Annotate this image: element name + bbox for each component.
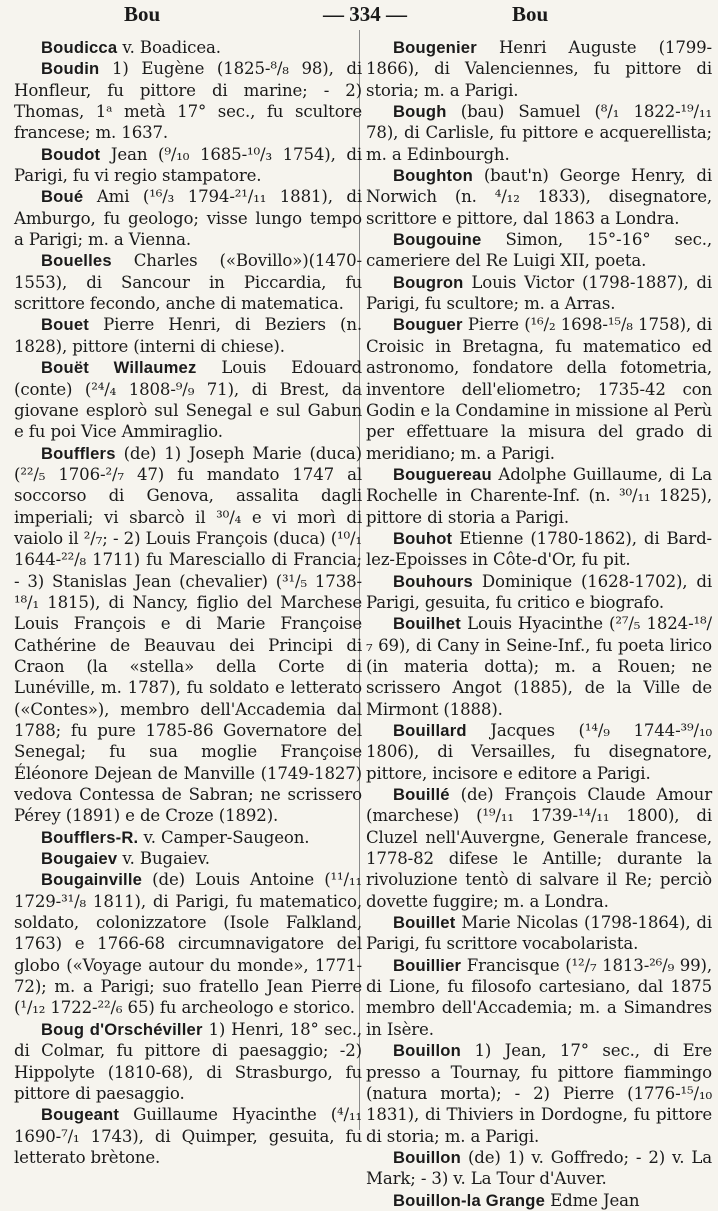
entry [366,528,712,571]
entry [366,229,712,272]
entry-text: (de) 1) Joseph Marie (duca) (²²/₅ 1706-²/₇ 47) fu mandato 1747 al soccorso di Genova, assalita dagli imperiali; vi sbarcò il ³⁰/₄ e vi morì di vaiolo il ²/₇; - 2) Louis François (duca) (¹⁰/₁ 1644-²²/₈ 1711) fu Maresciallo di Francia; - 3) Stanislas Jean (chevalier) (³¹/₅ 1738-¹⁸/₁ 1815), di Nancy, figlio del Marchese Louis François e di Marie Françoise Cathérine de Beauvau dei Principi di Craon (la «stella» della Corte di Lunéville, m. 1787), fu soldato e letterato («Contes»), membro dell'Accademia dal 1788; fu pure 1785-86 Governatore del Senegal; fu sua moglie Françoise Éléonore Dejean de Manville (1749-1827) vedova Contessa de Sabran; ne scrissero Pérey (1891) e de Croze (1892). [14,443,362,826]
entry-text: Henri Auguste (1799-1866), di Valenciennes, fu pittore di storia; m. a Parigi. [366,38,712,100]
headword: Bouillet [393,913,456,933]
entry [14,250,362,314]
entry-text: Louis Victor (1798-1887), di Parigi, fu scultore; m. a Arras. [366,272,712,314]
headword: Bouillier [393,955,462,975]
right-column [366,37,712,1211]
page-number: — 334 — [323,2,407,26]
entry-text: v. Boadicea. [117,38,221,57]
entry [366,272,712,315]
headword: Bouillé [393,785,450,805]
entry [366,571,712,614]
entry [14,58,362,143]
headword: Boug d'Orschéviller [41,1019,203,1039]
headword: Bouillon [393,1041,461,1061]
entry [366,1190,712,1211]
entry-text: Guillaume Hyacinthe (⁴/₁₁ 1690-⁷/₁ 1743), di Quimper, gesuita, fu letterato brètone. [14,1105,362,1167]
headword: Bouhot [393,528,453,548]
entry [14,37,362,58]
entry-text: Charles («Bovillo»)(1470-1553), di Sancour in Piccardia, fu scrittore fecondo, anche di matematica. [14,251,362,314]
headword: Boudin [41,59,100,79]
entry [14,869,362,1018]
headword: Boué [41,187,84,207]
entry-text: Pierre (¹⁶/₂ 1698-¹⁵/₈ 1758), di Croisic in Bretagna, fu matematico ed astronomo, fondatore della fotometria, inventore dell'eliometro; 1735-42 con Godin e la Condamine in missione al Perù per effettuare la misura del grado di meridiano; m. a Parigi. [366,315,712,463]
entry-text: (de) Louis Antoine (¹¹/₁₁ 1729-³¹/₈ 1811), di Parigi, fu matematico, soldato, colonizzatore (Isole Falkland, 1763) e 1766-68 circumnavigatore del globo («Voyage autour du monde», 1771-72); m. a Parigi; suo fratello Jean Pierre (¹/₁₂ 1722-²²/₆ 65) fu archeologo e storico. [14,870,362,1018]
entry [366,101,712,165]
headword: Bouguereau [393,464,492,484]
headword: Bouillon-la Grange [393,1190,546,1210]
entry-text: Etienne (1780-1862), di Bard-lez-Epoisses in Côte-d'Or, fu pit. [366,528,712,570]
entry-text: Jean (⁹/₁₀ 1685-¹⁰/₃ 1754), di Parigi, fu vi regio stampatore. [14,144,362,186]
entry-text: Edme Jean [545,1190,640,1210]
headword: Bouhours [393,571,473,591]
headword: Bougaiev [41,849,118,869]
entry-text: Ami (¹⁶/₃ 1794-²¹/₁₁ 1881), di Amburgo, fu geologo; visse lungo tempo a Parigi; m. a Vienna. [14,187,362,250]
entry [366,1040,712,1147]
entry [14,443,362,827]
entry-text: Marie Nicolas (1798-1864), di Parigi, fu scrittore vocabolarista. [366,913,712,954]
headword: Bougron [393,272,464,292]
entry [14,1019,362,1104]
entry [14,144,362,187]
entry [366,955,712,1040]
headword: Bouët Willaumez [41,358,197,378]
headword: Boughton [393,166,473,186]
headword: Bough [393,102,447,122]
entry-text: (de) François Claude Amour (marchese) (¹⁹/₁₁ 1739-¹⁴/₁₁ 1800), di Cluzel nell'Auvergne, Generale francese, 1778-82 difese le Antille; durante la rivoluzione tentò di salvare il Re; perciò dovette fuggire; m. a Londra. [366,785,712,911]
entry [366,912,712,955]
entry-text: Francisque (¹²/₇ 1813-²⁶/₉ 99), di Lione, fu filosofo cartesiano, dal 1875 membro dell'Accademia; m. a Simandres in Isère. [366,955,712,1039]
entry-text: Louis Hyacinthe (²⁷/₅ 1824-¹⁸/₇ 69), di Cany in Seine-Inf., fu poeta lirico (in materia dotta); m. a Rouen; ne scrissero Angot (1885), de la Ville de Mirmont (1888). [366,614,712,719]
headword: Bouillon [393,1147,461,1167]
headword: Boudot [41,144,101,164]
headword: Boudicca [41,38,118,57]
entry-text: 1) Henri, 18° sec., di Colmar, fu pittore di paesaggio; -2) Hippolyte (1810-68), di Strasburgo, fu pittore di paesaggio. [14,1019,362,1103]
entry-text: Dominique (1628-1702), di Parigi, gesuita, fu critico e biografo. [366,571,712,612]
headword: Bouet [41,315,90,335]
entry [14,1104,362,1168]
entry-text: v. Camper-Saugeon. [138,827,310,847]
entry-text: 1) Eugène (1825-⁸/₈ 98), di Honfleur, fu pittore di marine; - 2) Thomas, 1ᵃ metà 17° sec., fu scultore francese; m. 1637. [14,59,362,143]
headword: Bouelles [41,251,112,271]
running-head-right: Bou [512,2,549,26]
headword: Bougouine [393,230,482,250]
entry-text: (bau) Samuel (⁸/₁ 1822-¹⁹/₁₁ 78), di Carlisle, fu pittore e acquerellista; m. a Edinbourgh. [366,102,712,164]
entry-text: Jacques (¹⁴/₉ 1744-³⁹/₁₀ 1806), di Versailles, fu disegnatore, pittore, incisore e editore a Parigi. [366,721,712,783]
entry [366,720,712,784]
running-head-left: Bou [124,2,161,26]
entry-text: (de) 1) v. Goffredo; - 2) v. La Mark; - 3) v. La Tour d'Auver. [366,1147,712,1189]
entry [366,784,712,912]
headword: Boufflers [41,443,116,463]
entry [14,314,362,357]
entry-text: Simon, 15°-16° sec., cameriere del Re Luigi XII, poeta. [366,230,712,271]
headword: Bouguer [393,315,463,335]
entry-text: Adolphe Guillaume, di La Rochelle in Charente-Inf. (n. ³⁰/₁₁ 1825), pittore di storia a Parigi. [366,464,712,527]
entry-text: v. Bugaiev. [117,849,210,869]
entry [366,464,712,528]
entry [14,827,362,848]
entry-text: (baut'n) George Henry, di Norwich (n. ⁴/₁₂ 1833), disegnatore, scrittore e pittore, dal 1863 a Londra. [366,166,712,228]
entry [366,314,712,463]
headword: Bougeant [41,1105,120,1125]
entry [366,37,712,101]
entry [366,1147,712,1190]
headword: Bougenier [393,38,477,57]
entry [366,165,712,229]
entry [14,848,362,869]
entry [366,613,712,720]
entry-text: Louis Edouard (conte) (²⁴/₄ 1808-⁹/₉ 71), di Brest, da giovane esplorò sul Senegal e sul Gabun e fu poi Vice Ammiraglio. [14,358,362,442]
entry [14,357,362,442]
headword: Bouilhet [393,614,461,634]
left-column [14,37,362,1168]
entry [14,186,362,250]
page-header [0,2,718,30]
headword: Boufflers-R. [41,827,139,847]
headword: Bouillard [393,721,467,740]
entry-text: Pierre Henri, di Beziers (n. 1828), pittore (interni di chiese). [14,315,362,356]
headword: Bougainville [41,870,143,890]
entry-text: 1) Jean, 17° sec., di Ere presso a Tournay, fu pittore fiammingo (natura morta); - 2) Pierre (1776-¹⁵/₁₀ 1831), di Thiviers in Dordogne, fu pittore di storia; m. a Parigi. [366,1041,712,1146]
